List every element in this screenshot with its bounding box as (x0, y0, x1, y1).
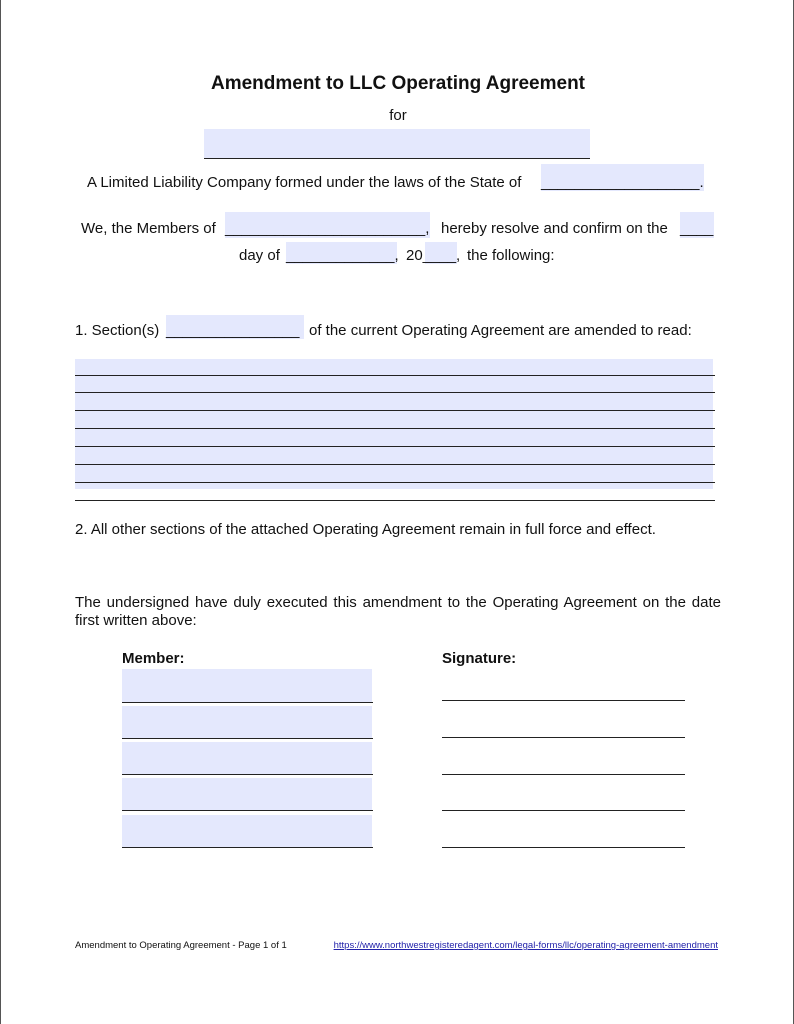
section-number-blank: ________________ (166, 322, 300, 339)
amendment-line (75, 446, 715, 447)
amendment-line (75, 375, 715, 376)
members-name-blank: ________________________, (225, 220, 430, 237)
signature-line[interactable] (442, 737, 685, 738)
signature-line[interactable] (442, 700, 685, 701)
member-name-field[interactable] (122, 815, 372, 847)
signature-line[interactable] (442, 847, 685, 848)
executed-text: The undersigned have duly executed this amendment to the Operating Agreement on the date first written above: (75, 594, 721, 629)
day-blank: ____ (680, 220, 714, 237)
state-blank: ___________________. (541, 174, 704, 191)
footer-url-link[interactable]: https://www.northwestregisteredagent.com/legal-forms/llc/operating-agreement-amendment (333, 940, 718, 951)
month-blank: _____________, (286, 247, 399, 264)
year-label: 20____, (406, 247, 461, 264)
members-mid-text: hereby resolve and confirm on the (441, 220, 668, 237)
member-underline (122, 774, 373, 775)
member-underline (122, 847, 373, 848)
document-title: Amendment to LLC Operating Agreement (210, 73, 586, 94)
member-header: Member: (122, 650, 185, 667)
amendment-line (75, 392, 715, 393)
following-text: the following: (467, 247, 555, 264)
amendment-line (75, 410, 715, 411)
day-of-label: day of (239, 247, 280, 264)
amendment-line (75, 482, 715, 483)
signature-line[interactable] (442, 774, 685, 775)
for-label: for (389, 107, 407, 124)
members-prefix: We, the Members of (81, 220, 216, 237)
amendment-line (75, 500, 715, 501)
company-name-field[interactable] (204, 129, 590, 158)
signature-line[interactable] (442, 810, 685, 811)
member-underline (122, 702, 373, 703)
member-name-field[interactable] (122, 669, 372, 702)
company-name-underline (204, 158, 590, 159)
signature-header: Signature: (442, 650, 517, 667)
section2-text: 2. All other sections of the attached Operating Agreement remain in full force and effect. (75, 521, 656, 538)
amendment-text-field[interactable] (75, 359, 713, 489)
formed-text: A Limited Liability Company formed under the laws of the State of (87, 174, 522, 191)
footer-page-label: Amendment to Operating Agreement - Page 1 of 1 (75, 940, 287, 951)
member-underline (122, 810, 373, 811)
section1-prefix: 1. Section(s) (75, 322, 160, 339)
amendment-line (75, 464, 715, 465)
member-underline (122, 738, 373, 739)
member-name-field[interactable] (122, 742, 372, 774)
section1-suffix: of the current Operating Agreement are amended to read: (309, 322, 692, 339)
member-name-field[interactable] (122, 706, 372, 738)
amendment-line (75, 428, 715, 429)
member-name-field[interactable] (122, 778, 372, 810)
